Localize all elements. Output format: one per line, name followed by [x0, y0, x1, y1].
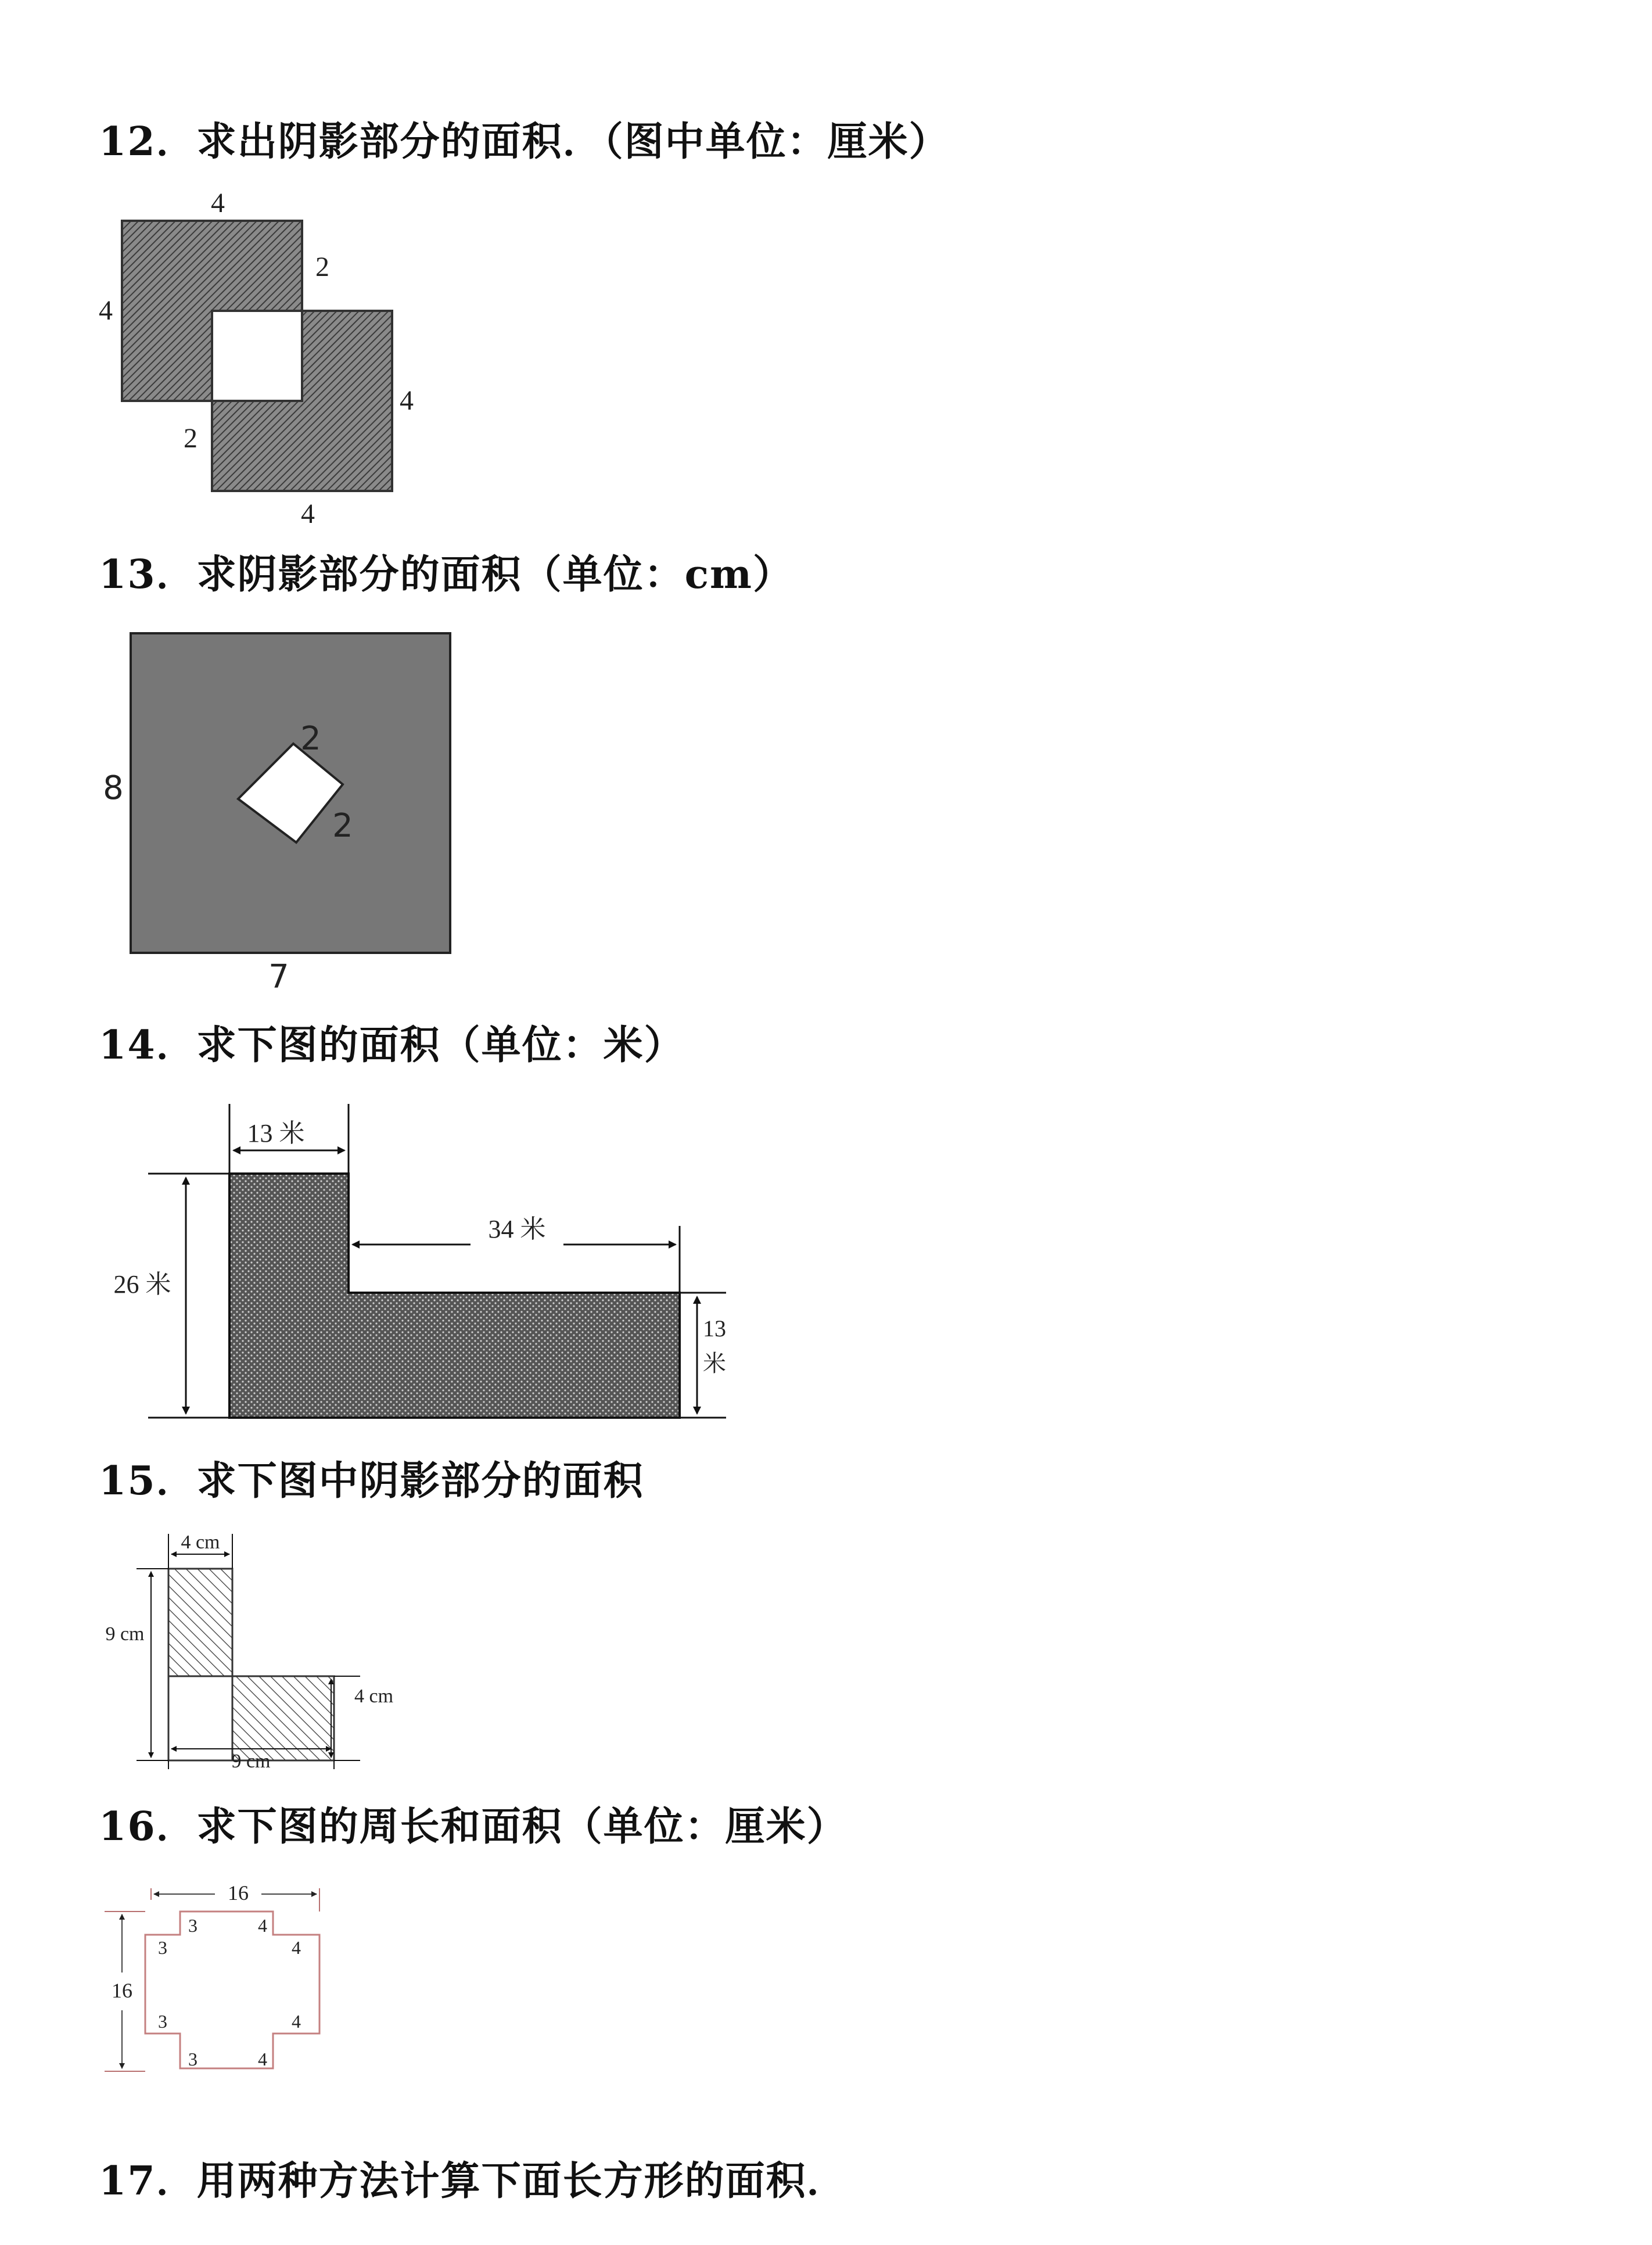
label-step: 4 [292, 1937, 301, 1958]
label-step: 3 [158, 2011, 167, 2032]
shaded-right-part [232, 1676, 334, 1760]
label-side-b: 2 [332, 807, 353, 845]
question-15-title: 15．求下图中阴影部分的面积 [99, 1458, 644, 1504]
stepped-outline-figure [145, 1912, 319, 2068]
label-step: 3 [158, 1937, 167, 1958]
question-13-title: 13．求阴影部分的面积（单位：cm） [99, 551, 793, 598]
label-step: 4 [258, 2049, 267, 2070]
label-bottom-offset: 2 [184, 423, 197, 454]
label-right-height: 4 cm [354, 1685, 394, 1707]
label-left-height: 9 cm [105, 1623, 145, 1645]
question-13-figure [99, 622, 471, 1005]
shaded-upper-part [168, 1569, 232, 1676]
label-right-offset: 2 [315, 252, 329, 282]
question-17-title: 17．用两种方法计算下面长方形的面积． [99, 2158, 847, 2204]
question-16-title: 16．求下图的周长和面积（单位：厘米） [99, 1803, 847, 1850]
question-15-figure [99, 1528, 401, 1772]
label-step: 3 [188, 1915, 197, 1936]
label-bottom-width: 4 [301, 499, 315, 529]
label-bottom-width: 9 cm [231, 1751, 271, 1772]
label-width: 7 [268, 958, 289, 996]
question-14-title: 14．求下图的面积（单位：米） [99, 1022, 685, 1068]
label-side-a: 2 [300, 720, 321, 758]
label-left-height: 16 [112, 1979, 132, 2002]
label-middle-width: 34 米 [488, 1215, 546, 1243]
label-top-width: 16 [228, 1881, 249, 1905]
overlap-white-square [212, 311, 302, 401]
label-right-height: 13 [703, 1315, 726, 1342]
label-step: 4 [258, 1915, 267, 1936]
label-right-height-unit: 米 [703, 1350, 726, 1376]
label-right-height: 4 [400, 385, 414, 416]
label-top-width: 4 cm [181, 1532, 220, 1553]
question-16-figure [99, 1871, 343, 2121]
label-step: 3 [188, 2049, 197, 2070]
label-left-height: 26 米 [113, 1270, 171, 1299]
label-top-width: 13 米 [247, 1119, 305, 1147]
label-top-width: 4 [211, 188, 225, 218]
label-left-height: 4 [99, 295, 113, 326]
label-step: 4 [292, 2011, 301, 2032]
label-height: 8 [103, 769, 124, 807]
question-12-title: 12．求出阴影部分的面积．（图中单位：厘米） [99, 119, 950, 165]
question-14-figure [99, 1092, 755, 1441]
question-12-figure [99, 186, 424, 529]
l-shaped-figure [229, 1174, 680, 1418]
